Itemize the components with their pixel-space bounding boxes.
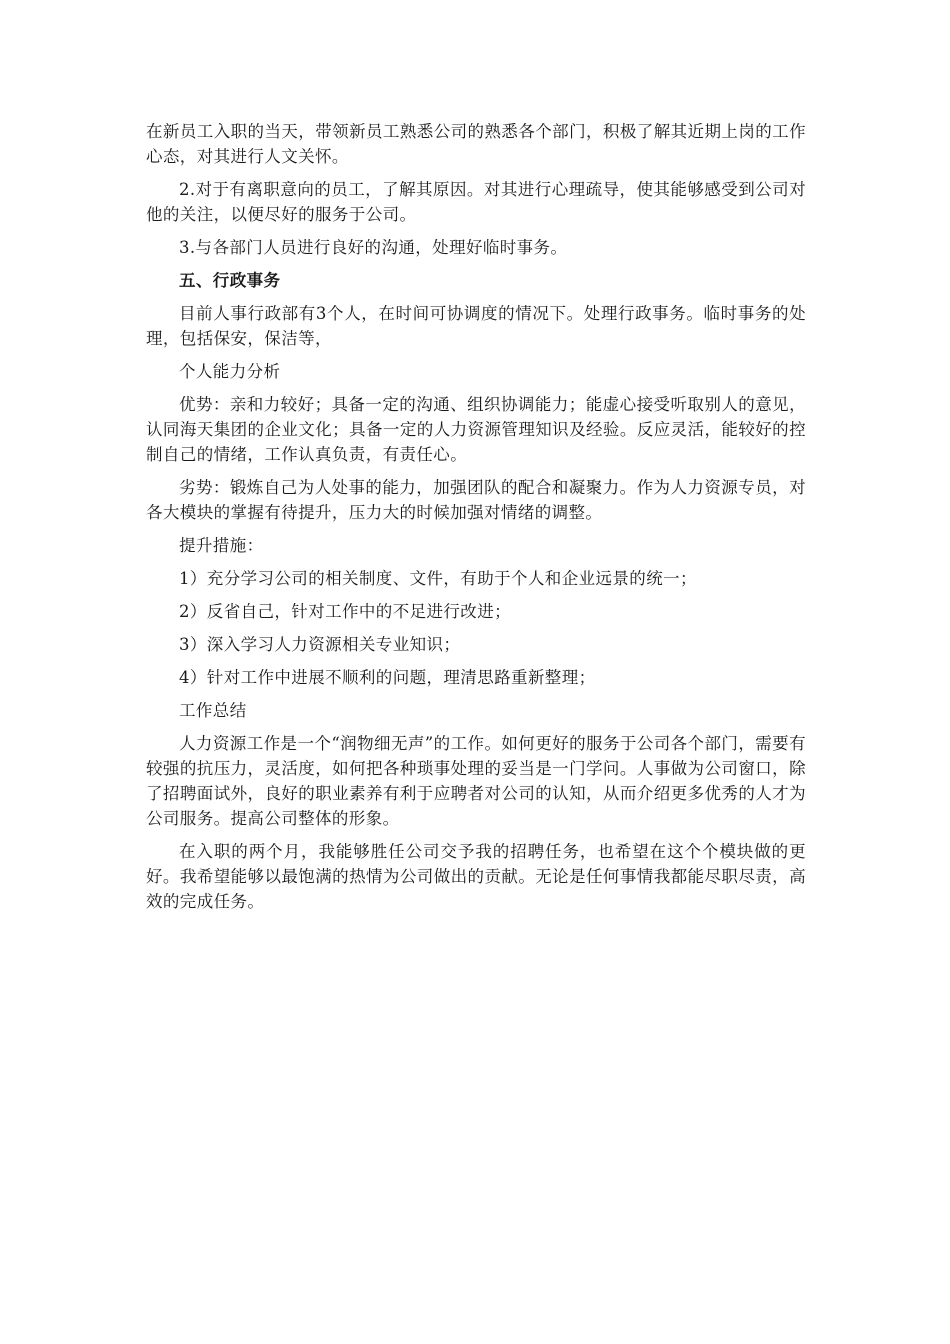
paragraph-department-communication: 3.与各部门人员进行良好的沟通，处理好临时事务。 bbox=[179, 238, 568, 257]
paragraph-weaknesses: 劣势：锻炼自己为人处事的能力，加强团队的配合和凝聚力。作为人力资源专员，对各大模块的掌握有待提升，压力大的时候加强对情绪的调整。 bbox=[146, 478, 806, 522]
list-item-measure-4: 4）针对工作中进展不顺利的问题，理清思路重新整理； bbox=[179, 668, 596, 687]
list-item-measure-1: 1）充分学习公司的相关制度、文件，有助于个人和企业远景的统一； bbox=[179, 569, 697, 588]
section-heading-administrative-affairs: 五、行政事务 bbox=[179, 271, 281, 290]
paragraph-resignation-intent: 2.对于有离职意向的员工，了解其原因。对其进行心理疏导，使其能够感受到公司对他的关注，以便尽好的服务于公司。 bbox=[146, 180, 806, 224]
paragraph-onboarding-care: 在新员工入职的当天，带领新员工熟悉公司的熟悉各个部门，积极了解其近期上岗的工作心态，对其进行人文关怀。 bbox=[146, 122, 806, 166]
paragraph-administrative-staff: 目前人事行政部有3个人，在时间可协调度的情况下。处理行政事务。临时事务的处理，包括保安，保洁等， bbox=[146, 304, 806, 348]
list-item-measure-2: 2）反省自己，针对工作中的不足进行改进； bbox=[179, 602, 511, 621]
paragraph-two-months-reflection: 在入职的两个月，我能够胜任公司交予我的招聘任务，也希望在这个个模块做的更好。我希望能够以最饱满的热情为公司做出的贡献。无论是任何事情我都能尽职尽责，高效的完成任务。 bbox=[146, 842, 806, 911]
list-item-measure-3: 3）深入学习人力资源相关专业知识； bbox=[179, 635, 461, 654]
document-body bbox=[146, 119, 806, 922]
subheading-improvement-measures: 提升措施： bbox=[179, 536, 264, 555]
subheading-work-summary: 工作总结 bbox=[179, 701, 247, 720]
paragraph-strengths: 优势：亲和力较好；具备一定的沟通、组织协调能力；能虚心接受听取别人的意见，认同海天集团的企业文化；具备一定的人力资源管理知识及经验。反应灵活，能较好的控制自己的情绪，工作认真负责，有责任心。 bbox=[146, 395, 806, 464]
paragraph-hr-work-nature: 人力资源工作是一个“润物细无声”的工作。如何更好的服务于公司各个部门，需要有较强的抗压力，灵活度，如何把各种琐事处理的妥当是一门学问。人事做为公司窗口，除了招聘面试外，良好的职业素养有利于应聘者对公司的认知，从而介绍更多优秀的人才为公司服务。提高公司整体的形象。 bbox=[146, 734, 806, 828]
subheading-personal-ability-analysis: 个人能力分析 bbox=[179, 362, 281, 381]
